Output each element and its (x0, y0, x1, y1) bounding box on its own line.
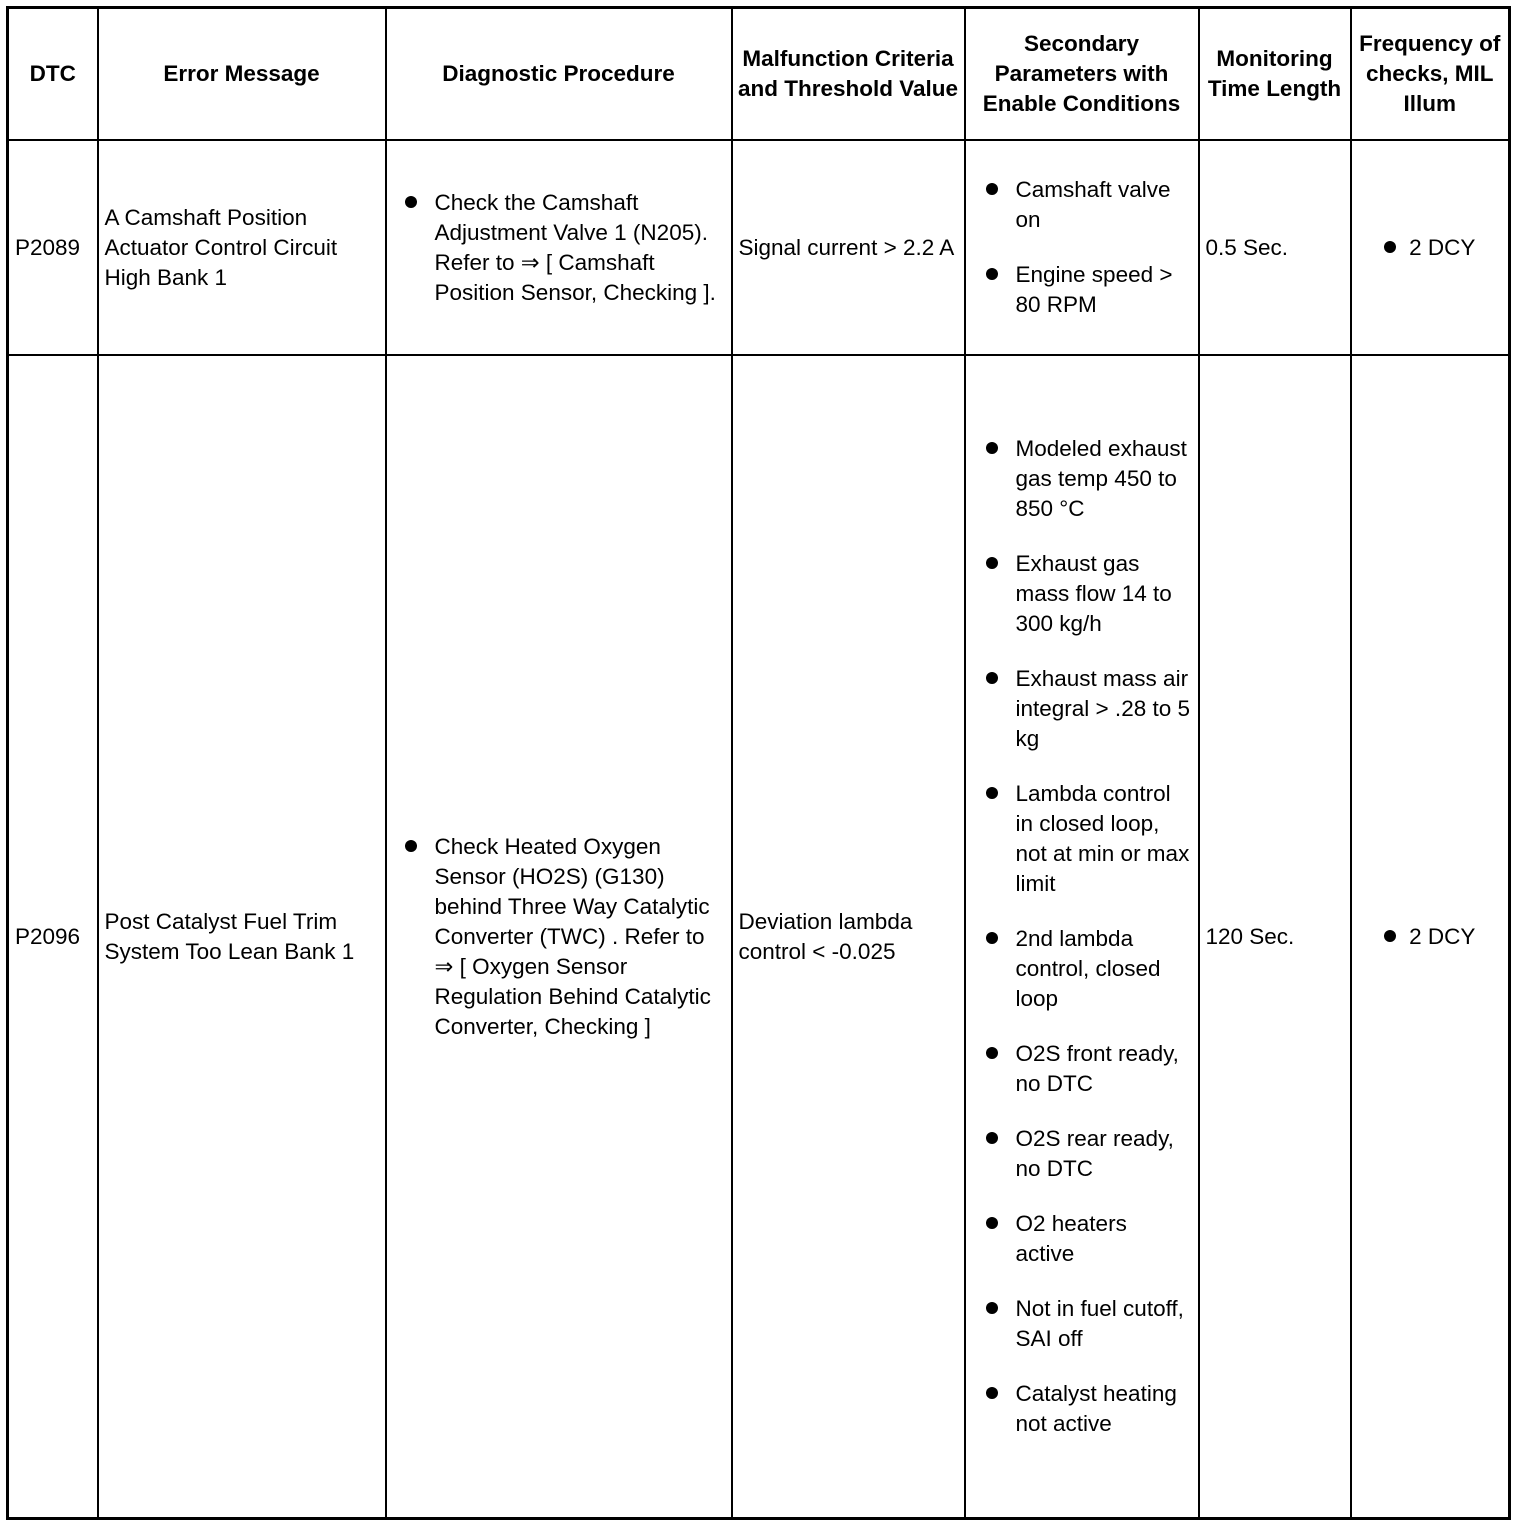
header-error-message: Error Message (98, 8, 386, 141)
list-item: Engine speed > 80 RPM (986, 260, 1192, 320)
secondary-parameters-list (986, 434, 1192, 1439)
header-frequency: Frequency of checks, MIL Illum (1351, 8, 1510, 141)
frequency-list (1384, 922, 1475, 952)
list-item: O2S front ready, no DTC (986, 1039, 1192, 1099)
secondary-parameters-list (986, 175, 1192, 320)
diagnostic-procedure-list (405, 188, 725, 308)
malfunction-criteria: Deviation lambda control < -0.025 (732, 355, 965, 1518)
secondary-parameters (965, 140, 1199, 355)
malfunction-criteria: Signal current > 2.2 A (732, 140, 965, 355)
dtc-table (6, 6, 1511, 1520)
header-row (8, 8, 1510, 141)
diagnostic-procedure (386, 140, 732, 355)
secondary-parameters (965, 355, 1199, 1518)
list-item: 2nd lambda control, closed loop (986, 924, 1192, 1014)
diagnostic-procedure-list (405, 832, 725, 1042)
list-item: 2 DCY (1384, 922, 1475, 952)
frequency (1351, 355, 1510, 1518)
list-item: Check Heated Oxygen Sensor (HO2S) (G130) behind Three Way Catalytic Converter (TWC) . Refer to ⇒ [ Oxygen Sensor Regulation Behind Catalytic Converter, Checking ] (405, 832, 725, 1042)
list-item: O2S rear ready, no DTC (986, 1124, 1192, 1184)
monitoring-time: 120 Sec. (1199, 355, 1351, 1518)
frequency-list (1384, 233, 1475, 263)
table-row (8, 140, 1510, 355)
header-secondary-parameters: Secondary Parameters with Enable Conditions (965, 8, 1199, 141)
frequency (1351, 140, 1510, 355)
header-diagnostic-procedure: Diagnostic Procedure (386, 8, 732, 141)
error-message: Post Catalyst Fuel Trim System Too Lean Bank 1 (98, 355, 386, 1518)
list-item: 2 DCY (1384, 233, 1475, 263)
list-item: Camshaft valve on (986, 175, 1192, 235)
list-item: Check the Camshaft Adjustment Valve 1 (N205). Refer to ⇒ [ Camshaft Position Sensor, Checking ]. (405, 188, 725, 308)
list-item: Not in fuel cutoff, SAI off (986, 1294, 1192, 1354)
header-dtc: DTC (8, 8, 98, 141)
list-item: Exhaust mass air integral > .28 to 5 kg (986, 664, 1192, 754)
dtc-code: P2096 (8, 355, 98, 1518)
dtc-code: P2089 (8, 140, 98, 355)
list-item: Lambda control in closed loop, not at min or max limit (986, 779, 1192, 899)
list-item: Exhaust gas mass flow 14 to 300 kg/h (986, 549, 1192, 639)
list-item: Catalyst heating not active (986, 1379, 1192, 1439)
list-item: Modeled exhaust gas temp 450 to 850 °C (986, 434, 1192, 524)
list-item: O2 heaters active (986, 1209, 1192, 1269)
header-malfunction-criteria: Malfunction Criteria and Threshold Value (732, 8, 965, 141)
diagnostic-procedure (386, 355, 732, 1518)
header-monitoring-time: Monitoring Time Length (1199, 8, 1351, 141)
error-message: A Camshaft Position Actuator Control Circuit High Bank 1 (98, 140, 386, 355)
table-row (8, 355, 1510, 1518)
monitoring-time: 0.5 Sec. (1199, 140, 1351, 355)
